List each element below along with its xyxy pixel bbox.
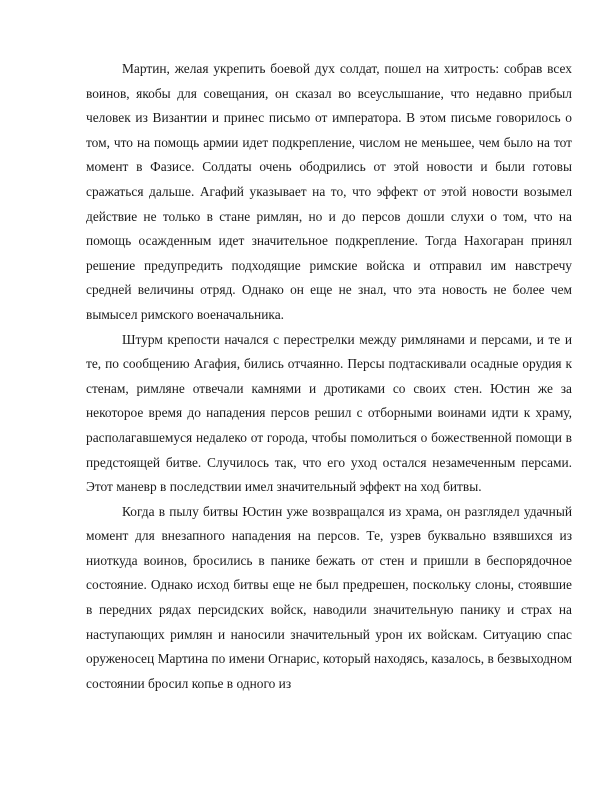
paragraph-1: Мартин, желая укрепить боевой дух солдат, пошел на хитрость: собрав всех воинов, якобы для совещания, он сказал во всеуслышание, что недавно прибыл человек из Византии и принес письмо от императора. В этом письме говорилось о том, что на помощь армии идет подкрепление, числом не меньшее, чем было на тот момент в Фазисе. Солдаты очень ободрились от этой новости и были готовы сражаться дальше. Агафий указывает на то, что эффект от этой новости возымел действие не только в стане римлян, но и до персов дошли слухи о том, что на помощь осажденным идет значительное подкрепление. Тогда Нахогаран принял решение предупредить подходящие римские войска и отправил им навстречу средней величины отряд. Однако он еще не знал, что эта новость не более чем вымысел римского военачальника. [86, 61, 572, 322]
paragraph-3: Когда в пылу битвы Юстин уже возвращался из храма, он разглядел удачный момент для внезапного нападения на персов. Те, узрев буквально взявшихся из ниоткуда воинов, бросились в панике бежать от стен и пришли в беспорядочное состояние. Однако исход битвы еще не был предрешен, поскольку слоны, стоявшие в передних рядах персидских войск, наводили значительную панику и страх на наступающих римлян и наносили значительный урон их войскам. Ситуацию спас оруженосец Мартина по имени Огнарис, который находясь, казалось, в безвыходном состоянии бросил копье в одного из [86, 503, 572, 691]
paragraph-2: Штурм крепости начался с перестрелки между римлянами и персами, и те и те, по сообщению Агафия, бились отчаянно. Персы подтаскивали осадные орудия к стенам, римляне отвечали камнями и дротиками со своих стен. Юстин же за некоторое время до нападения персов решил с отборными воинами идти к храму, располагавшемуся недалеко от города, чтобы помолиться о божественной помощи в предстоящей битве. Случилось так, что его уход остался незамеченным персами. Этот маневр в последствии имел значительный эффект на ход битвы. [86, 331, 572, 495]
